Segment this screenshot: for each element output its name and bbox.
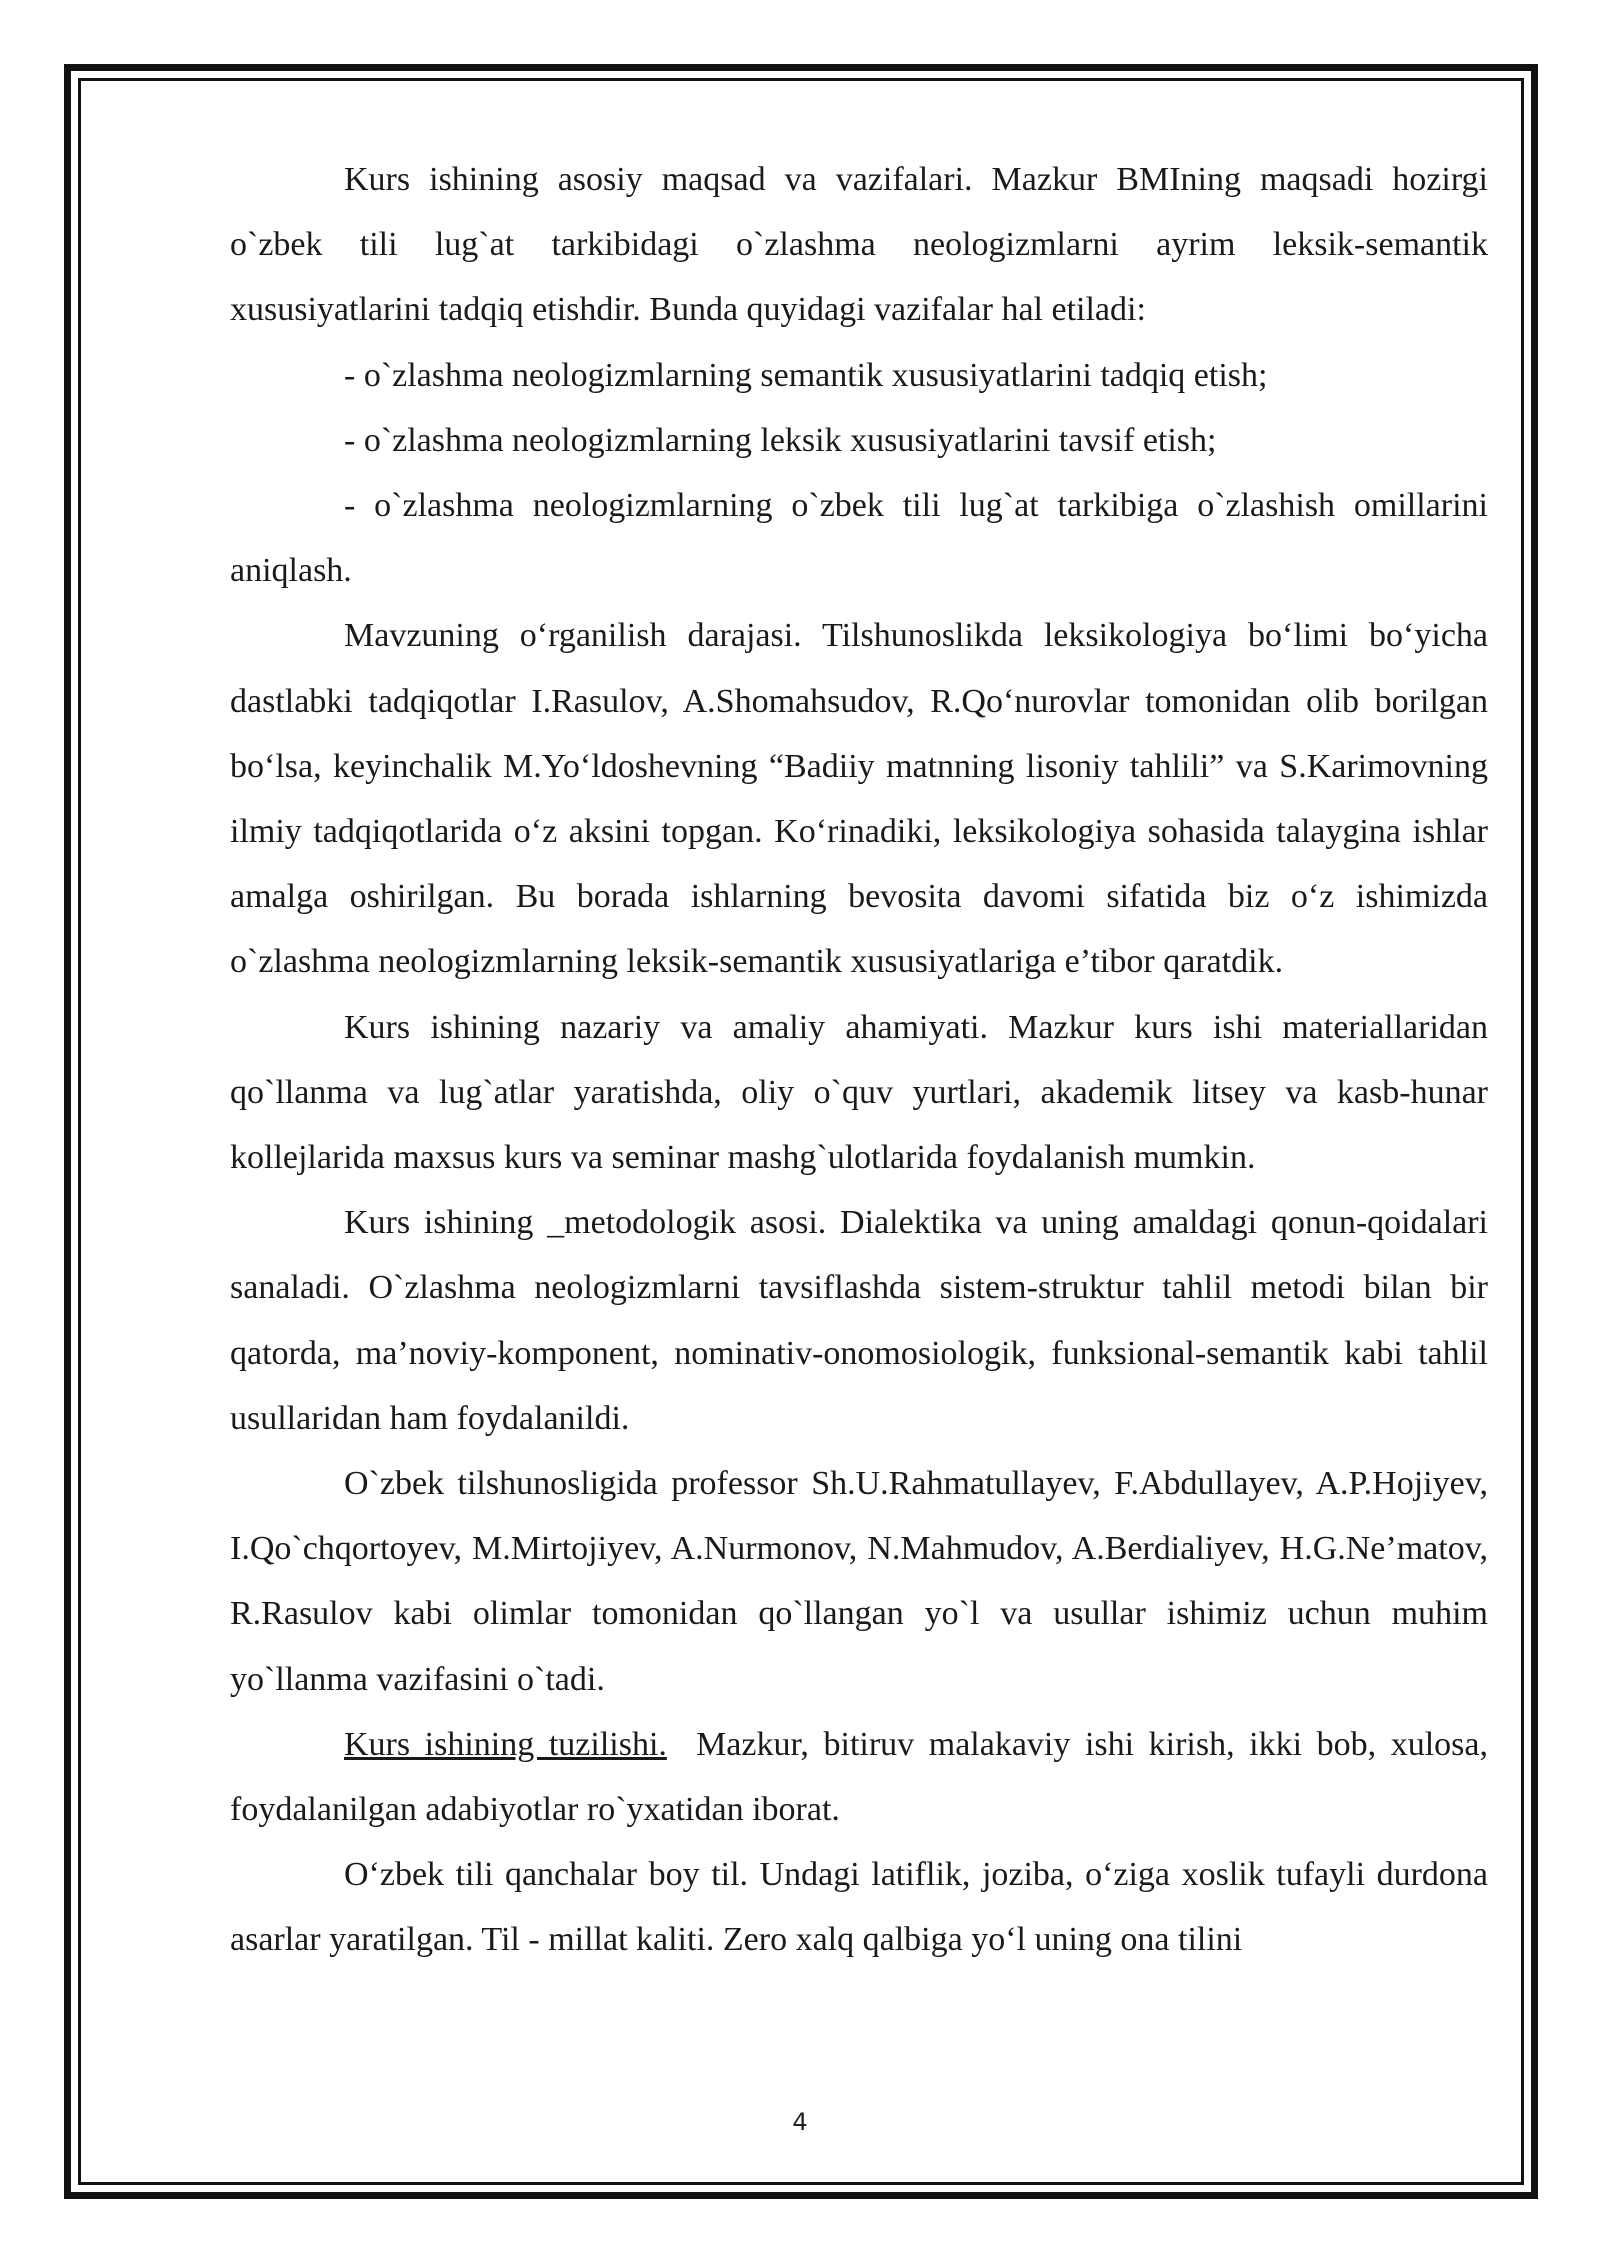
- paragraph-structure: [230, 1712, 1488, 1842]
- paragraph-task-2: - o`zlashma neologizmlarning leksik xususiyatlarini tavsif etish;: [344, 421, 1217, 459]
- paragraph-methodology: Kurs ishining _metodologik asosi. Dialektika va uning amaldagi qonun-qoidalari sanaladi. O`zlashma neologizmlarni tavsiflashda sistem-struktur tahlil metodi bilan bir qatorda, ma’noviy-komponent, nominativ-onomosiologik, funksional-semantik kabi tahlil usullaridan ham foydalanildi.: [230, 1204, 1488, 1437]
- paragraph-task-1: - o`zlashma neologizmlarning semantik xususiyatlarini tadqiq etish;: [344, 356, 1268, 394]
- paragraph-scholars: O`zbek tilshunosligida professor Sh.U.Rahmatullayev, F.Abdullayev, A.P.Hojiyev, I.Qo`chqortoyev, M.Mirtojiyev, A.Nurmonov, N.Mahmudov, A.Berdialiyev, H.G.Ne’matov, R.Rasulov kabi olimlar tomonidan qo`llangan yo`l va usullar ishimiz uchun muhim yo`llanma vazifasini o`tadi.: [230, 1465, 1488, 1698]
- paragraph-significance: Kurs ishining nazariy va amaliy ahamiyati. Mazkur kurs ishi materiallaridan qo`llanma va lug`atlar yaratishda, oliy o`quv yurtlari, akademik litsey va kasb-hunar kollejlarida maxsus kurs va seminar mashg`ulotlarida foydalanish mumkin.: [230, 1008, 1488, 1177]
- paragraph-task-3: - o`zlashma neologizmlarning o`zbek tili lug`at tarkibiga o`zlashish omillarini aniqlash.: [230, 487, 1488, 590]
- structure-body: Mazkur, bitiruv malakaviy ishi kirish, ikki bob, xulosa, foydalanilgan adabiyotlar ro`yxatidan iborat.: [230, 1725, 1488, 1829]
- paragraph-study-level: Mavzuning o‘rganilish darajasi. Tilshunoslikda leksikologiya bo‘limi bo‘yicha dastlabki tadqiqotlar I.Rasulov, A.Shomahsudov, R.Qo‘nurovlar tomonidan olib borilgan bo‘lsa, keyinchalik M.Yo‘ldoshevning “Badiiy matnning lisoniy tahlili” va S.Karimovning ilmiy tadqiqotlarida o‘z aksini topgan. Ko‘rinadiki, leksikologiya sohasida talaygina ishlar amalga oshirilgan. Bu borada ishlarning bevosita davomi sifatida biz o‘z ishimizda o`zlashma neologizmlarning leksik-semantik xususiyatlariga e’tibor qaratdik.: [230, 617, 1488, 981]
- structure-heading: Kurs ishining tuzilishi.: [344, 1725, 667, 1763]
- page-number: 4: [792, 2108, 808, 2136]
- paragraph-language: O‘zbek tili qanchalar boy til. Undagi latiflik, joziba, o‘ziga xoslik tufayli durdona asarlar yaratilgan. Til - millat kaliti. Zero xalq qalbiga yo‘l uning ona tilini: [230, 1856, 1488, 1959]
- document-body: [230, 147, 1488, 1973]
- paragraph-aims: Kurs ishining asosiy maqsad va vazifalari. Mazkur BMIning maqsadi hozirgi o`zbek tili lug`at tarkibidagi o`zlashma neologizmlarni ayrim leksik-semantik xususiyatlarini tadqiq etishdir. Bunda quyidagi vazifalar hal etiladi:: [230, 161, 1488, 329]
